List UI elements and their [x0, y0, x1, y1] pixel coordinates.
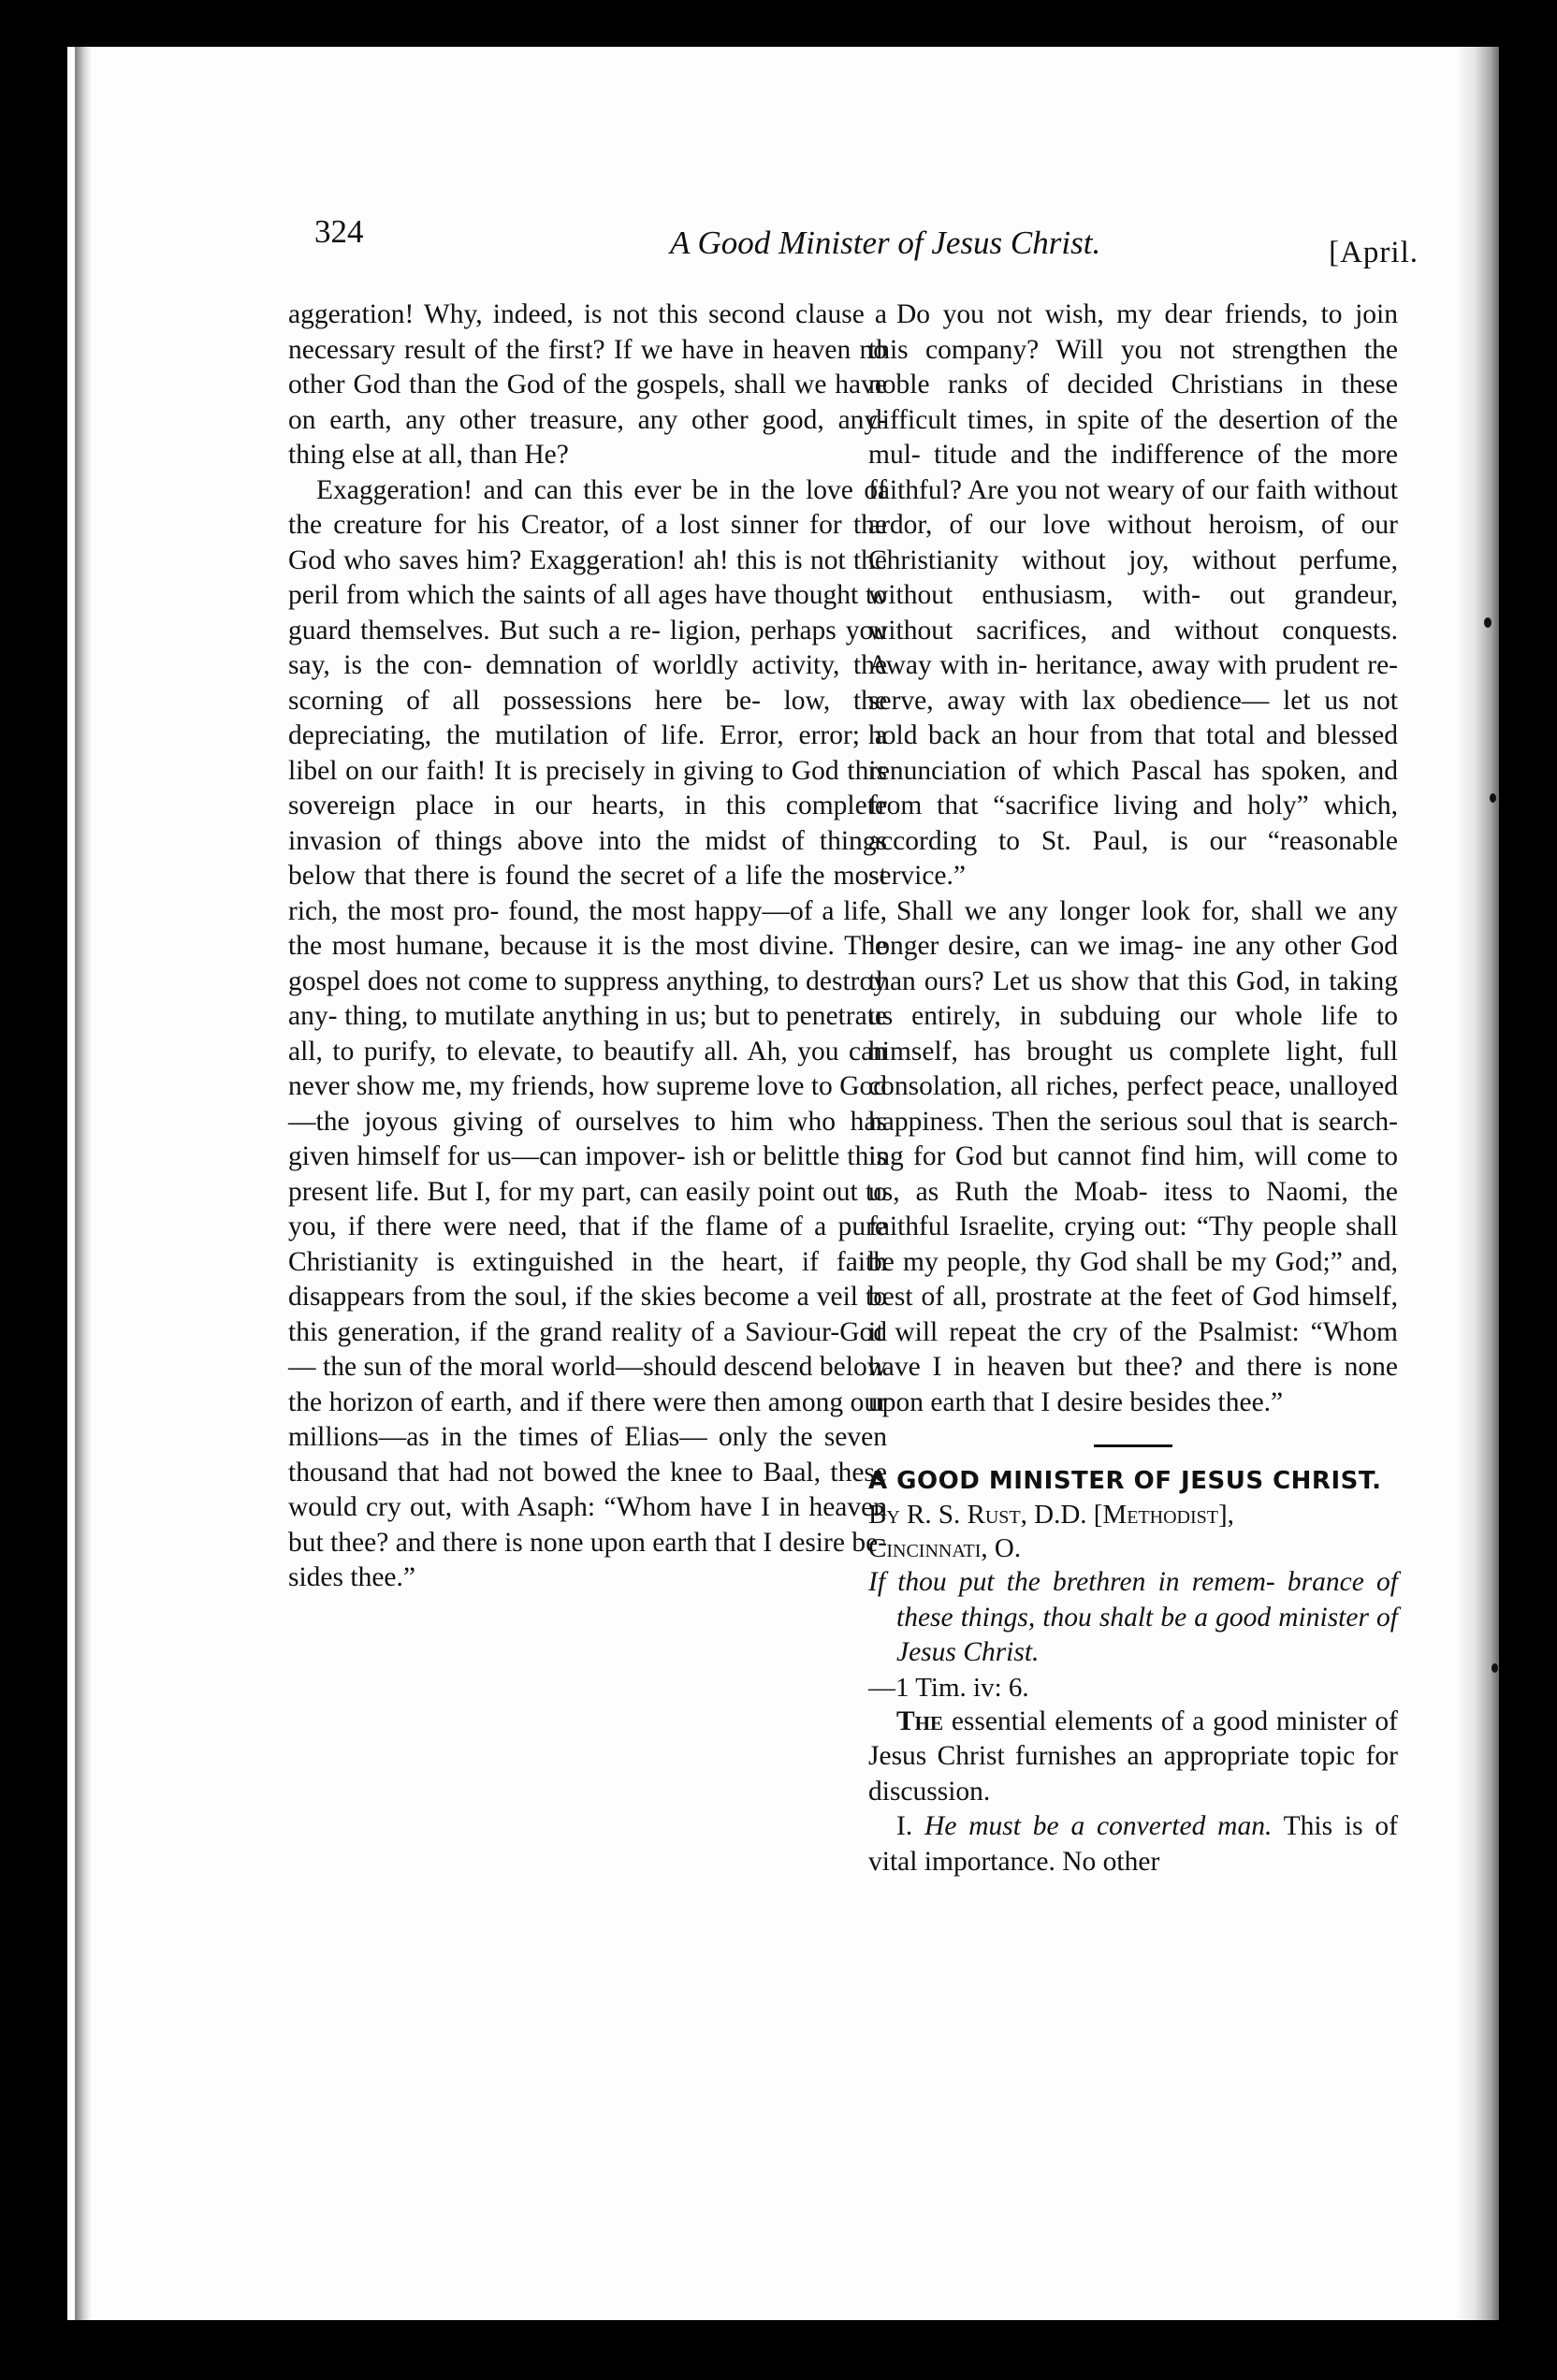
ink-speck — [1492, 1663, 1498, 1673]
paragraph-text: essential elements of a good minister of Jesus Christ furnishes an appropriate topic for discussion. — [868, 1705, 1398, 1807]
point-number: I. — [896, 1811, 925, 1841]
section-rule — [1094, 1444, 1172, 1447]
right-column — [868, 298, 1398, 1879]
point-heading: He must be a converted man. — [924, 1811, 1273, 1841]
article-byline: By R. S. Rust, D.D. [Methodist], — [868, 1500, 1234, 1530]
lead-word: The — [896, 1705, 944, 1736]
ink-speck — [1490, 793, 1496, 803]
book-page — [67, 47, 1499, 2320]
running-title: A Good Minister of Jesus Christ. — [670, 225, 1101, 261]
article-title: A GOOD MINISTER OF JESUS CHRIST. — [868, 1467, 1382, 1495]
epigraph: If thou put the brethren in remem- brance of these things, thou shalt be a good minister of Jesus Christ. — [868, 1567, 1398, 1667]
ink-speck — [1484, 617, 1492, 628]
paragraph: aggeration! Why, indeed, is not this second clause a necessary result of the first? If we have in heaven no other God than the God of the gospels, shall we have on earth, any other treasure, any other good, any- thing else at all, than He? — [288, 299, 887, 470]
page-edge — [1456, 47, 1499, 2320]
paragraph-text: This is of vital importance. No other — [868, 1811, 1398, 1877]
running-head — [314, 213, 1419, 269]
article-place: Cincinnati, O. — [868, 1533, 1022, 1563]
paragraph: Exaggeration! and can this ever be in the love of the creature for his Creator, of a lost sinner for the God who saves him? Exaggeration! ah! this is not the peril from which the saints of all ages have thought to guard themselves. But such a re- ligion, perhaps you say, is the con- demnation of worldly activity, the scorning of all possessions here be- low, the depreciating, the mutilation of life. Error, error; a libel on our faith! It is precisely in giving to God this sovereign place in our hearts, in this complete invasion of things above into the midst of things below that there is found the secret of a life the most rich, the most pro- found, the most happy—of a life, the most humane, because it is the most divine. The gospel does not come to suppress anything, to destroy any- thing, to mutilate anything in us; but to penetrate all, to purify, to elevate, to beautify all. Ah, you can never show me, my friends, how supreme love to God—the joyous giving of ourselves to him who has given himself for us—can impover- ish or belittle this present life. But I, for my part, can easily point out to you, if there were need, that if the flame of a pure Christianity is extinguished in the heart, if faith disappears from the soul, if the skies become a veil to this generation, if the grand reality of a Saviour-God— the sun of the moral world—should descend below the horizon of earth, and if there were then among our millions—as in the times of Elias— only the seven thousand that had not bowed the knee to Baal, these would cry out, with Asaph: “Whom have I in heaven but thee? and there is none upon earth that I desire be- sides thee.” — [288, 474, 887, 1592]
page-number: 324 — [314, 213, 364, 250]
epigraph-reference: —1 Tim. iv: 6. — [868, 1672, 1029, 1703]
paragraph: Shall we any longer look for, shall we any longer desire, can we imag- ine any other God than ours? Let us show that this God, in taking us entirely, in subduing our whole life to himself, has brought us complete light, full consolation, all riches, perfect peace, unalloyed happiness. Then the serious soul that is search- ing for God but cannot find him, will come to us, as Ruth the Moab- itess to Naomi, the faithful Israelite, crying out: “Thy people shall be my people, thy God shall be my God;” and, best of all, prostrate at the feet of God himself, it will repeat the cry of the Psalmist: “Whom have I in heaven but thee? and there is none upon earth that I desire besides thee.” — [868, 895, 1398, 1417]
running-month: [April. — [1329, 236, 1419, 269]
paragraph — [868, 1809, 1398, 1879]
paragraph — [868, 1705, 1398, 1810]
left-column — [288, 298, 887, 1596]
paragraph: Do you not wish, my dear friends, to join this company? Will you not strengthen the noble ranks of decided Christians in these difficult times, in spite of the desertion of the mul- titude and the indifference of the more faithful? Are you not weary of our faith without ardor, of our love without heroism, of our Christianity without joy, without perfume, without enthusiasm, with- out grandeur, without sacrifices, and without conquests. Away with in- heritance, away with prudent re- serve, away with lax obedience— let us not hold back an hour from that total and blessed renunciation of which Pascal has spoken, and from that “sacrifice living and holy” which, according to St. Paul, is our “reasonable service.” — [868, 299, 1398, 891]
binding-gutter — [75, 47, 92, 2320]
